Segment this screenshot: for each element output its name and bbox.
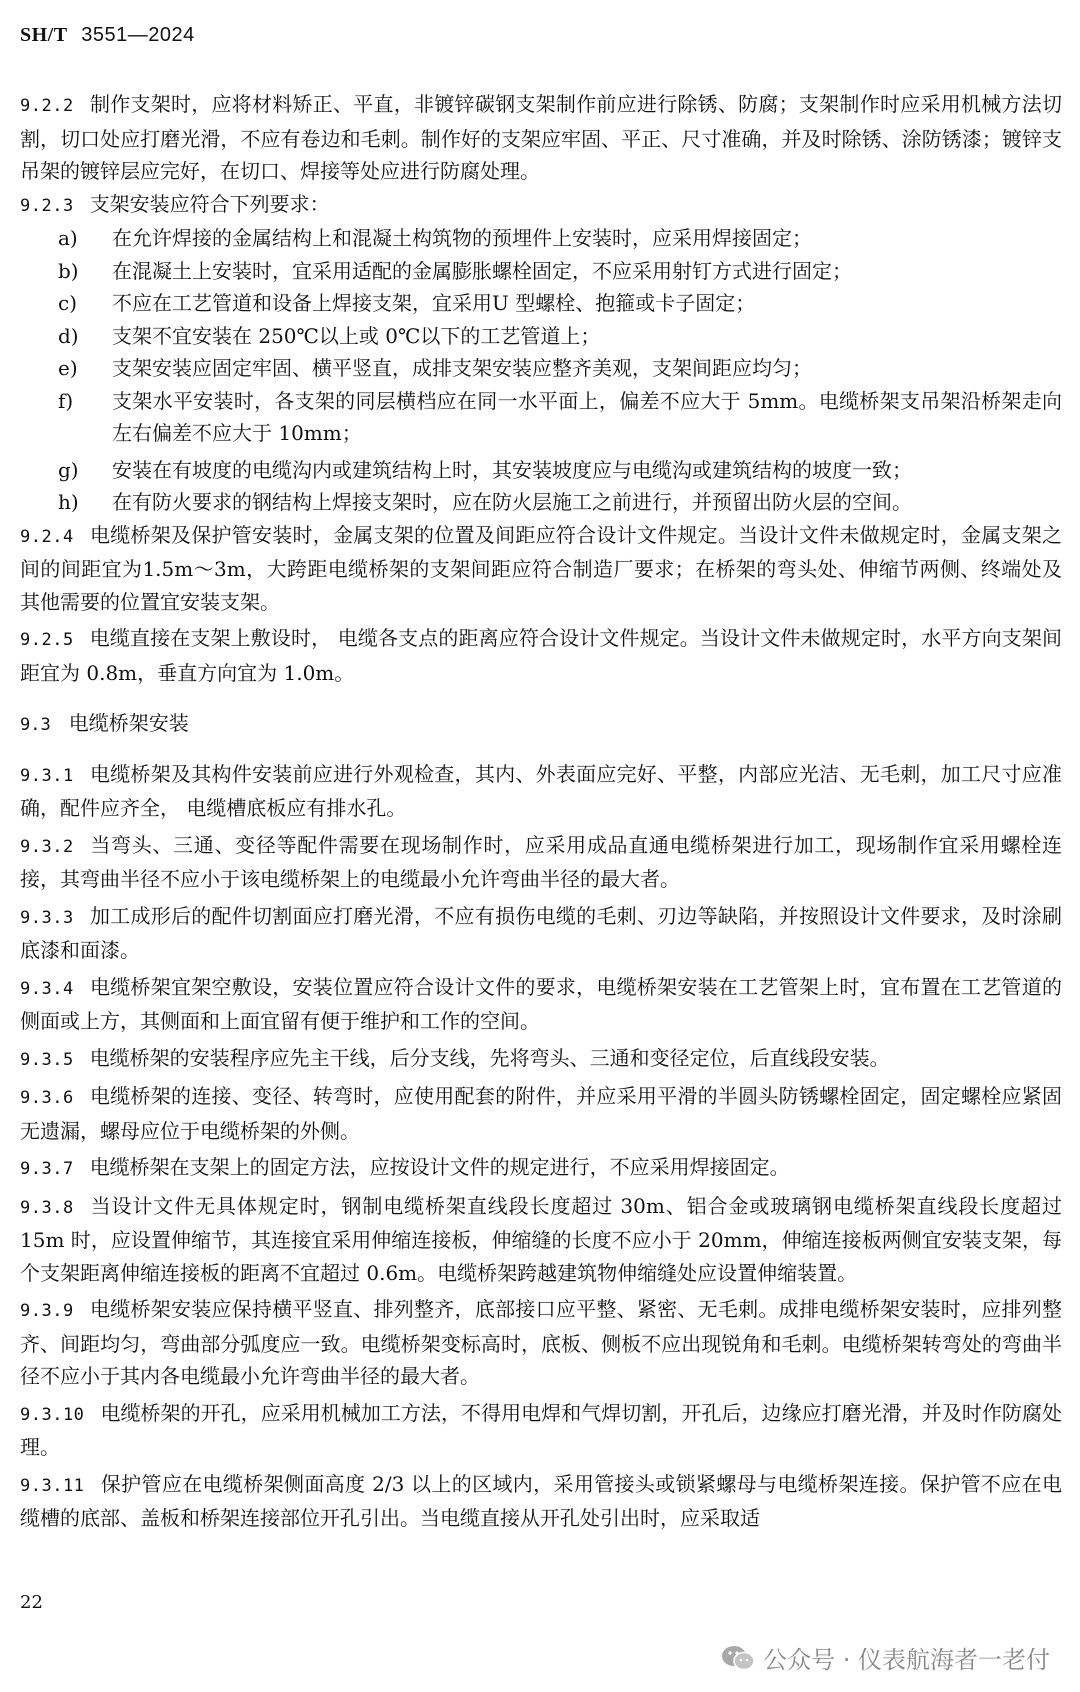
clause-9-3-3: 9.3.3 加工成形后的配件切割面应打磨光滑，不应有损伤电缆的毛刺、刃边等缺陷，并按照设计文件要求，及时涂刷底漆和面漆。: [20, 903, 1062, 962]
watermark: [721, 1640, 1050, 1675]
clause-9-3-9: 9.3.9 电缆桥架安装应保持横平竖直、排列整齐，底部接口应平整、紧密、无毛刺。成排电缆桥架安装时，应排列整齐、间距均匀，弯曲部分弧度应一致。电缆桥架变标高时，底板、侧板不应出现锐角和毛刺。电缆桥架转弯处的弯曲半径不应小于其内各电缆最小允许弯曲半径的最大者。: [20, 1297, 1062, 1388]
wechat-icon: [721, 1644, 755, 1672]
list-item: a) 在允许焊接的金属结构上和混凝土构筑物的预埋件上安装时，应采用焊接固定；: [58, 226, 812, 250]
list-item: f) 支架水平安装时，各支架的同层横档应在同一水平面上，偏差不应大于 5mm。电缆桥架支吊架沿桥架走向左右偏差不应大于 10mm；: [58, 388, 1062, 445]
clause-9-3-11: 9.3.11 保护管应在电缆桥架侧面高度 2/3 以上的区域内，采用管接头或锁紧螺母与电缆桥架连接。保护管不应在电缆槽的底部、盖板和桥架连接部位开孔引出。当电缆直接从开孔处引出时，应采取适: [20, 1471, 1062, 1530]
clause-9-3-1: 9.3.1 电缆桥架及其构件安装前应进行外观检查，其内、外表面应完好、平整，内部应光洁、无毛刺，加工尺寸应准确，配件应齐全， 电缆槽底板应有排水孔。: [20, 761, 1062, 820]
standard-number: 3551—2024: [81, 24, 195, 46]
clause-9-3-6: 9.3.6 电缆桥架的连接、变径、转弯时，应使用配套的附件，并应采用平滑的半圆头防锈螺栓固定，固定螺栓应紧固无遗漏，螺母应位于电缆桥架的外侧。: [20, 1084, 1062, 1143]
clause-9-2-3: 9.2.3 支架安装应符合下列要求：: [20, 191, 330, 216]
page-header: [20, 22, 195, 47]
section-heading-9-3: 9.3 电缆桥架安装: [20, 711, 189, 735]
clause-9-3-10: 9.3.10 电缆桥架的开孔，应采用机械加工方法，不得用电焊和气焊切割，开孔后，边缘应打磨光滑，并及时作防腐处理。: [20, 1400, 1062, 1459]
clause-9-2-2: 9.2.2 制作支架时，应将材料矫正、平直，非镀锌碳钢支架制作前应进行除锈、防腐；支架制作时应采用机械方法切割，切口处应打磨光滑，不应有卷边和毛刺。制作好的支架应牢固、平正、尺寸准确，并及时除锈、涂防锈漆；镀锌支吊架的镀锌层应完好，在切口、焊接等处应进行防腐处理。: [20, 92, 1062, 183]
list-item: c) 不应在工艺管道和设备上焊接支架，宜采用U 型螺栓、抱箍或卡子固定；: [58, 291, 756, 315]
clause-9-3-2: 9.3.2 当弯头、三通、变径等配件需要在现场制作时，应采用成品直通电缆桥架进行加工，现场制作宜采用螺栓连接，其弯曲半径不应小于该电缆桥架上的电缆最小允许弯曲半径的最大者。: [20, 832, 1062, 891]
clause-9-3-5: 9.3.5 电缆桥架的安装程序应先主干线，后分支线，先将弯头、三通和变径定位，后直线段安装。: [20, 1045, 890, 1070]
clause-9-2-5: 9.2.5 电缆直接在支架上敷设时， 电缆各支点的距离应符合设计文件规定。当设计文件未做规定时，水平方向支架间距宜为 0.8m，垂直方向宜为 1.0m。: [20, 626, 1062, 685]
page-number: 22: [20, 1592, 43, 1613]
clause-9-3-4: 9.3.4 电缆桥架宜架空敷设，安装位置应符合设计文件的要求，电缆桥架安装在工艺管架上时，宜布置在工艺管道的侧面或上方，其侧面和上面宜留有便于维护和工作的空间。: [20, 974, 1062, 1033]
document-body: [20, 88, 1062, 1535]
list-item: e) 支架安装应固定牢固、横平竖直，成排支架安装应整齐美观，支架间距应均匀；: [58, 356, 812, 380]
watermark-text: 公众号 · 仪表航海者一老付: [763, 1646, 1050, 1674]
list-item: b) 在混凝土上安装时，宜采用适配的金属膨胀螺栓固定，不应采用射钉方式进行固定；: [58, 258, 852, 283]
list-item: h) 在有防火要求的钢结构上焊接支架时，应在防火层施工之前进行，并预留出防火层的空间。: [58, 490, 912, 514]
clause-9-3-7: 9.3.7 电缆桥架在支架上的固定方法，应按设计文件的规定进行，不应采用焊接固定。: [20, 1155, 790, 1179]
clause-9-3-8: 9.3.8 当设计文件无具体规定时，钢制电缆桥架直线段长度超过 30m、铝合金或玻璃钢电缆桥架直线段长度超过 15m 时，应设置伸缩节，其连接宜采用伸缩连接板，伸缩缝的长度不应小于 20mm，伸缩连接板两侧宜安装支架，每个支架距离伸缩连接板的距离不宜超过 0.6m。电缆桥架跨越建筑物伸缩缝处应设置伸缩装置。: [20, 1193, 1062, 1285]
clause-9-2-4: 9.2.4 电缆桥架及保护管安装时，金属支架的位置及间距应符合设计文件规定。当设计文件未做规定时，金属支架之间的间距宜为1.5m～3m，大跨距电缆桥架的支架间距应符合制造厂要求；在桥架的弯头处、伸缩节两侧、终端处及其他需要的位置宜安装支架。: [20, 522, 1062, 614]
list-item: d) 支架不宜安装在 250℃以上或 0℃以下的工艺管道上；: [58, 323, 601, 348]
standard-prefix: SH/T: [20, 24, 68, 46]
list-item: g) 安装在有坡度的电缆沟内或建筑结构上时，其安装坡度应与电缆沟或建筑结构的坡度一致；: [58, 457, 912, 482]
